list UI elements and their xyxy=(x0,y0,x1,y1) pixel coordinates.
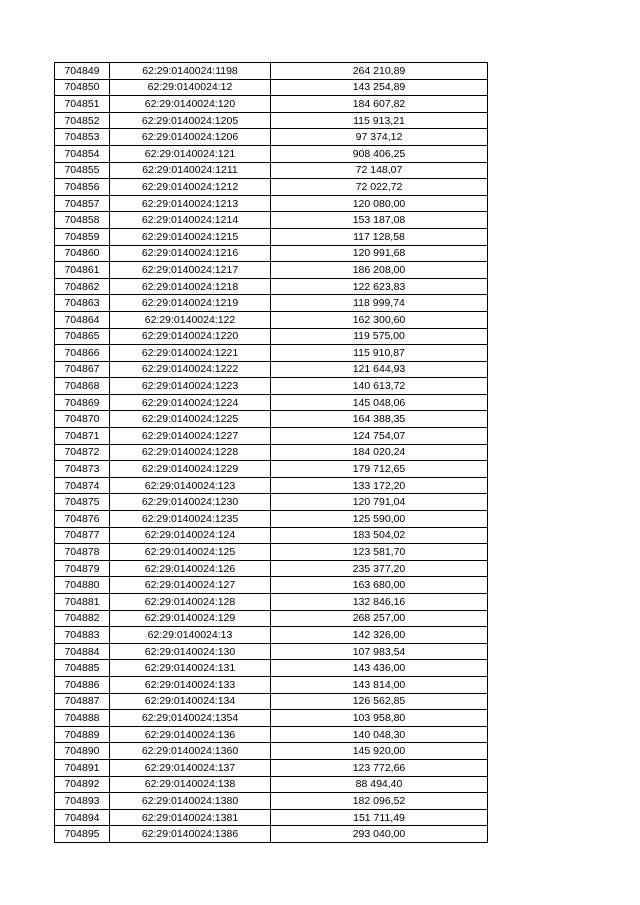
value-cell: 97 374,12 xyxy=(271,129,488,146)
row-number-cell: 704894 xyxy=(55,809,110,826)
table-row xyxy=(55,477,488,494)
cadastral-number-cell: 62:29:0140024:136 xyxy=(110,726,271,743)
row-number-cell: 704868 xyxy=(55,378,110,395)
row-number-cell: 704880 xyxy=(55,577,110,594)
table-row xyxy=(55,411,488,428)
value-cell: 143 254,89 xyxy=(271,79,488,96)
value-cell: 145 048,06 xyxy=(271,394,488,411)
cadastral-number-cell: 62:29:0140024:126 xyxy=(110,560,271,577)
row-number-cell: 704852 xyxy=(55,112,110,129)
value-cell: 72 148,07 xyxy=(271,162,488,179)
cadastral-number-cell: 62:29:0140024:13 xyxy=(110,627,271,644)
row-number-cell: 704857 xyxy=(55,195,110,212)
cadastral-number-cell: 62:29:0140024:127 xyxy=(110,577,271,594)
cadastral-number-cell: 62:29:0140024:123 xyxy=(110,477,271,494)
table-row xyxy=(55,461,488,478)
row-number-cell: 704892 xyxy=(55,776,110,793)
table-row xyxy=(55,693,488,710)
table-row xyxy=(55,63,488,80)
cadastral-number-cell: 62:29:0140024:131 xyxy=(110,660,271,677)
row-number-cell: 704886 xyxy=(55,676,110,693)
row-number-cell: 704891 xyxy=(55,759,110,776)
cadastral-number-cell: 62:29:0140024:138 xyxy=(110,776,271,793)
row-number-cell: 704887 xyxy=(55,693,110,710)
cadastral-number-cell: 62:29:0140024:1225 xyxy=(110,411,271,428)
value-cell: 126 562,85 xyxy=(271,693,488,710)
value-cell: 119 575,00 xyxy=(271,328,488,345)
row-number-cell: 704869 xyxy=(55,394,110,411)
row-number-cell: 704889 xyxy=(55,726,110,743)
value-cell: 183 504,02 xyxy=(271,527,488,544)
cadastral-number-cell: 62:29:0140024:124 xyxy=(110,527,271,544)
table-row xyxy=(55,826,488,843)
row-number-cell: 704877 xyxy=(55,527,110,544)
row-number-cell: 704865 xyxy=(55,328,110,345)
row-number-cell: 704870 xyxy=(55,411,110,428)
table-row xyxy=(55,610,488,627)
row-number-cell: 704885 xyxy=(55,660,110,677)
value-cell: 153 187,08 xyxy=(271,212,488,229)
cadastral-number-cell: 62:29:0140024:1223 xyxy=(110,378,271,395)
row-number-cell: 704881 xyxy=(55,594,110,611)
row-number-cell: 704879 xyxy=(55,560,110,577)
row-number-cell: 704893 xyxy=(55,793,110,810)
cadastral-number-cell: 62:29:0140024:12 xyxy=(110,79,271,96)
table-row xyxy=(55,527,488,544)
row-number-cell: 704861 xyxy=(55,262,110,279)
value-cell: 179 712,65 xyxy=(271,461,488,478)
cadastral-number-cell: 62:29:0140024:137 xyxy=(110,759,271,776)
table-row xyxy=(55,643,488,660)
table-row xyxy=(55,793,488,810)
row-number-cell: 704876 xyxy=(55,511,110,528)
value-cell: 268 257,00 xyxy=(271,610,488,627)
cadastral-number-cell: 62:29:0140024:1381 xyxy=(110,809,271,826)
value-cell: 117 128,58 xyxy=(271,228,488,245)
table-row xyxy=(55,361,488,378)
row-number-cell: 704895 xyxy=(55,826,110,843)
table-row xyxy=(55,179,488,196)
cadastral-number-cell: 62:29:0140024:1230 xyxy=(110,494,271,511)
value-cell: 118 999,74 xyxy=(271,295,488,312)
row-number-cell: 704866 xyxy=(55,345,110,362)
cadastral-number-cell: 62:29:0140024:1227 xyxy=(110,428,271,445)
value-cell: 162 300,60 xyxy=(271,311,488,328)
table-row xyxy=(55,444,488,461)
row-number-cell: 704849 xyxy=(55,63,110,80)
value-cell: 143 436,00 xyxy=(271,660,488,677)
cadastral-number-cell: 62:29:0140024:1235 xyxy=(110,511,271,528)
row-number-cell: 704854 xyxy=(55,145,110,162)
value-cell: 72 022,72 xyxy=(271,179,488,196)
cadastral-number-cell: 62:29:0140024:1215 xyxy=(110,228,271,245)
value-cell: 264 210,89 xyxy=(271,63,488,80)
cadastral-number-cell: 62:29:0140024:130 xyxy=(110,643,271,660)
row-number-cell: 704859 xyxy=(55,228,110,245)
cadastral-number-cell: 62:29:0140024:1212 xyxy=(110,179,271,196)
row-number-cell: 704875 xyxy=(55,494,110,511)
cadastral-number-cell: 62:29:0140024:128 xyxy=(110,594,271,611)
table-row xyxy=(55,759,488,776)
table-row xyxy=(55,295,488,312)
table-row xyxy=(55,96,488,113)
value-cell: 908 406,25 xyxy=(271,145,488,162)
cadastral-value-table xyxy=(54,62,488,843)
value-cell: 88 494,40 xyxy=(271,776,488,793)
row-number-cell: 704873 xyxy=(55,461,110,478)
table-row xyxy=(55,129,488,146)
row-number-cell: 704860 xyxy=(55,245,110,262)
cadastral-number-cell: 62:29:0140024:1221 xyxy=(110,345,271,362)
value-cell: 107 983,54 xyxy=(271,643,488,660)
cadastral-number-cell: 62:29:0140024:1222 xyxy=(110,361,271,378)
value-cell: 120 080,00 xyxy=(271,195,488,212)
value-cell: 142 326,00 xyxy=(271,627,488,644)
table-row xyxy=(55,311,488,328)
table-row xyxy=(55,278,488,295)
cadastral-number-cell: 62:29:0140024:1218 xyxy=(110,278,271,295)
cadastral-number-cell: 62:29:0140024:1206 xyxy=(110,129,271,146)
row-number-cell: 704884 xyxy=(55,643,110,660)
table-row xyxy=(55,394,488,411)
row-number-cell: 704882 xyxy=(55,610,110,627)
table-row xyxy=(55,627,488,644)
row-number-cell: 704872 xyxy=(55,444,110,461)
value-cell: 143 814,00 xyxy=(271,676,488,693)
value-cell: 103 958,80 xyxy=(271,710,488,727)
table-row xyxy=(55,162,488,179)
value-cell: 140 613,72 xyxy=(271,378,488,395)
cadastral-number-cell: 62:29:0140024:1219 xyxy=(110,295,271,312)
value-cell: 293 040,00 xyxy=(271,826,488,843)
row-number-cell: 704855 xyxy=(55,162,110,179)
value-cell: 123 772,66 xyxy=(271,759,488,776)
row-number-cell: 704856 xyxy=(55,179,110,196)
value-cell: 125 590,00 xyxy=(271,511,488,528)
row-number-cell: 704851 xyxy=(55,96,110,113)
value-cell: 186 208,00 xyxy=(271,262,488,279)
cadastral-number-cell: 62:29:0140024:121 xyxy=(110,145,271,162)
cadastral-number-cell: 62:29:0140024:1360 xyxy=(110,743,271,760)
table-row xyxy=(55,195,488,212)
table-row xyxy=(55,328,488,345)
row-number-cell: 704853 xyxy=(55,129,110,146)
cadastral-number-cell: 62:29:0140024:1220 xyxy=(110,328,271,345)
cadastral-number-cell: 62:29:0140024:125 xyxy=(110,544,271,561)
value-cell: 145 920,00 xyxy=(271,743,488,760)
table-row xyxy=(55,544,488,561)
row-number-cell: 704890 xyxy=(55,743,110,760)
table-row xyxy=(55,345,488,362)
row-number-cell: 704888 xyxy=(55,710,110,727)
row-number-cell: 704871 xyxy=(55,428,110,445)
value-cell: 182 096,52 xyxy=(271,793,488,810)
table-row xyxy=(55,726,488,743)
table-body xyxy=(55,63,488,843)
value-cell: 123 581,70 xyxy=(271,544,488,561)
row-number-cell: 704858 xyxy=(55,212,110,229)
value-cell: 122 623,83 xyxy=(271,278,488,295)
value-cell: 163 680,00 xyxy=(271,577,488,594)
table-row xyxy=(55,577,488,594)
table-row xyxy=(55,145,488,162)
cadastral-number-cell: 62:29:0140024:1216 xyxy=(110,245,271,262)
cadastral-number-cell: 62:29:0140024:1211 xyxy=(110,162,271,179)
row-number-cell: 704850 xyxy=(55,79,110,96)
value-cell: 235 377,20 xyxy=(271,560,488,577)
cadastral-number-cell: 62:29:0140024:1214 xyxy=(110,212,271,229)
table-row xyxy=(55,676,488,693)
value-cell: 115 910,87 xyxy=(271,345,488,362)
table-row xyxy=(55,511,488,528)
row-number-cell: 704862 xyxy=(55,278,110,295)
cadastral-number-cell: 62:29:0140024:1217 xyxy=(110,262,271,279)
table-row xyxy=(55,245,488,262)
cadastral-number-cell: 62:29:0140024:122 xyxy=(110,311,271,328)
value-cell: 151 711,49 xyxy=(271,809,488,826)
table-row xyxy=(55,212,488,229)
row-number-cell: 704874 xyxy=(55,477,110,494)
cadastral-number-cell: 62:29:0140024:1198 xyxy=(110,63,271,80)
cadastral-number-cell: 62:29:0140024:1386 xyxy=(110,826,271,843)
value-cell: 120 991,68 xyxy=(271,245,488,262)
value-cell: 120 791,04 xyxy=(271,494,488,511)
cadastral-number-cell: 62:29:0140024:134 xyxy=(110,693,271,710)
cadastral-number-cell: 62:29:0140024:1229 xyxy=(110,461,271,478)
value-cell: 184 020,24 xyxy=(271,444,488,461)
cadastral-number-cell: 62:29:0140024:1354 xyxy=(110,710,271,727)
row-number-cell: 704883 xyxy=(55,627,110,644)
cadastral-number-cell: 62:29:0140024:120 xyxy=(110,96,271,113)
value-cell: 121 644,93 xyxy=(271,361,488,378)
cadastral-number-cell: 62:29:0140024:1380 xyxy=(110,793,271,810)
table-row xyxy=(55,776,488,793)
table-row xyxy=(55,112,488,129)
table-row xyxy=(55,710,488,727)
table-row xyxy=(55,228,488,245)
value-cell: 133 172,20 xyxy=(271,477,488,494)
row-number-cell: 704863 xyxy=(55,295,110,312)
table-row xyxy=(55,262,488,279)
table-row xyxy=(55,560,488,577)
table-row xyxy=(55,660,488,677)
value-cell: 164 388,35 xyxy=(271,411,488,428)
table-row xyxy=(55,428,488,445)
value-cell: 124 754,07 xyxy=(271,428,488,445)
cadastral-number-cell: 62:29:0140024:1213 xyxy=(110,195,271,212)
table-row xyxy=(55,809,488,826)
cadastral-number-cell: 62:29:0140024:1224 xyxy=(110,394,271,411)
table-row xyxy=(55,378,488,395)
row-number-cell: 704878 xyxy=(55,544,110,561)
value-cell: 140 048,30 xyxy=(271,726,488,743)
value-cell: 115 913,21 xyxy=(271,112,488,129)
table-row xyxy=(55,594,488,611)
row-number-cell: 704864 xyxy=(55,311,110,328)
value-cell: 184 607,82 xyxy=(271,96,488,113)
value-cell: 132 846,16 xyxy=(271,594,488,611)
row-number-cell: 704867 xyxy=(55,361,110,378)
table-row xyxy=(55,494,488,511)
cadastral-number-cell: 62:29:0140024:133 xyxy=(110,676,271,693)
table-row xyxy=(55,79,488,96)
cadastral-number-cell: 62:29:0140024:129 xyxy=(110,610,271,627)
cadastral-number-cell: 62:29:0140024:1205 xyxy=(110,112,271,129)
cadastral-number-cell: 62:29:0140024:1228 xyxy=(110,444,271,461)
table-row xyxy=(55,743,488,760)
